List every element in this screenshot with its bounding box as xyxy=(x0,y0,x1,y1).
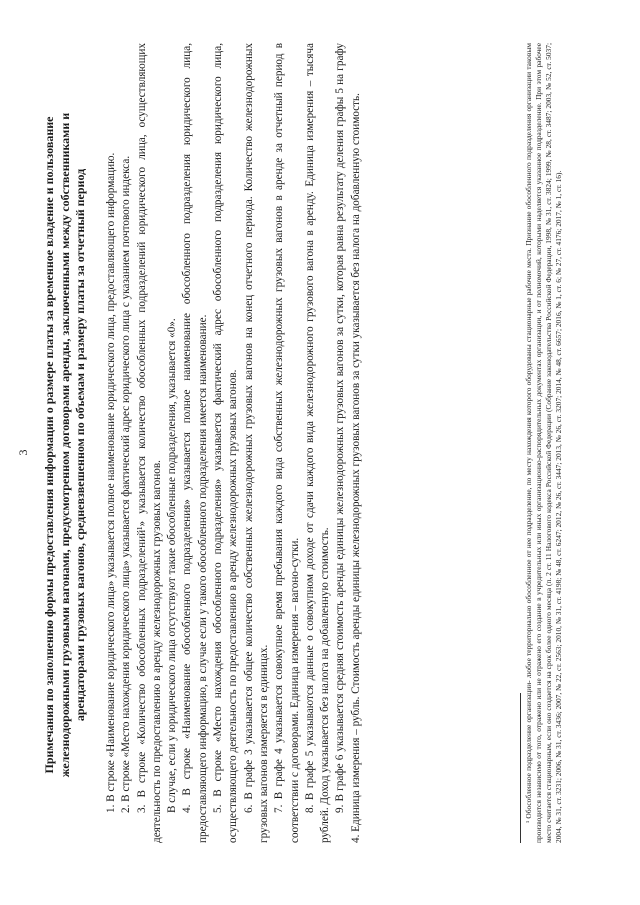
note-paragraph: 8. В графе 5 указываются данные о совокупном доходе от сдачи каждого вида железнодорожного грузового вагона в аренду. Единица измерения – тысяча рублей. Доход указывается без налога на добавленную стоимость. xyxy=(303,43,332,843)
footnote-separator xyxy=(520,693,521,843)
note-paragraph: 5. В строке «Место нахождения обособленного подразделения» указывается фактический адрес обособленного подразделения юридического лица, осуществляющего деятельность по предоставлению в аренду железнодорожных грузовых вагонов. xyxy=(212,43,240,843)
document-title xyxy=(42,55,89,835)
note-paragraph: 1. В строке «Наименование юридического лица» указывается полное наименование юридического лица, предоставляющего информацию. xyxy=(105,152,117,813)
note-paragraph: 4. В строке «Наименование обособленного подразделения» указывается полное наименование обособленного подразделения юридического лица, предоставляющего информацию, в случае если у такого обособленного подразделения имеется наименование. xyxy=(181,43,209,843)
note-paragraph: 3. В строке «Количество обособленных подразделений¹» указывается количество обособленных подразделений юридического лица, осуществляющих деятельность по предоставлению в аренду железнодорожных грузовых вагонов. xyxy=(135,43,163,843)
page-number: 3 xyxy=(16,449,30,456)
footnotes xyxy=(520,43,564,843)
note-paragraph: 9. В графе 6 указывается средняя стоимость аренды единицы железнодорожных грузовых вагонов за сутки, которая равна результату деления графы 5 на графу 4. Единица измерения – рубль. Стоимость аренды единицы железнодорожных грузовых вагонов за сутки указывается без налога на добавленную стоимость. xyxy=(334,43,362,843)
notes-body xyxy=(104,43,364,843)
title-line: железнодорожными грузовыми вагонами, предусмотренном договорами аренды, заключенными между собственниками и xyxy=(57,112,72,778)
note-paragraph: В случае, если у юридического лица отсутствуют такие обособленные подразделения, указывается «0». xyxy=(166,318,179,813)
title-line: арендаторами грузовых вагонов, средневзвешенном по объемам и размеру платы за отчетный период xyxy=(73,168,87,722)
footnote: ¹ Обособленное подразделение организации- любое территориально обособленное от нее подразделение, по месту нахождения которого оборудованы стационарные рабочие места. Признание обособленного подразделения организации таковым производится независимо от того, отражено или не отражено его создание в учредительных или иных организационно-распорядительных документах организации, и от полномочий, которыми наделяется указанное подразделение. При этом рабочее место считается стационарным, если оно создается на срок более одного месяца (п. 2 ст. 11 Налогового кодекса Российской Федерации (Собрание законодательства Российской Федерации, 1998, № 31, ст. 3824; 1999, № 28, ст. 3487; 2003, № 52, ст. 5037; 2004, № 31, ст. 3231; 2006, № 31, ст. 3436; 2007, № 22, ст. 2563; 2010, № 31, ст. 4198; № 48, ст. 6247; 2012, № 26, ст. 3447; 2013, № 26, ст. 3207; 2014, № 48, ст. 6657; 2016, № 1, ст. 6; № 27, ст. 4176; 2017, № 1, ст. 16). xyxy=(524,43,563,843)
note-paragraph: 7. В графе 4 указывается совокупное время пребывания каждого вида собственных железнодорожных грузовых вагонов в аренде за отчетный период в соответствии с договорами. Единица измерения – вагоно-сутки. xyxy=(273,43,301,843)
note-paragraph: 6. В графе 3 указывается общее количество собственных железнодорожных грузовых вагонов на конец отчетного периода. Количество железнодорожных грузовых вагонов измеряется в единицах. xyxy=(242,43,270,843)
title-line: Примечания по заполнению формы предоставления информации о размере платы за временное владение и пользование xyxy=(42,116,56,774)
note-paragraph: 2. В строке «Место нахождения юридического лица» указывается фактический адрес юридического лица с указанием почтового индекса. xyxy=(120,155,133,813)
